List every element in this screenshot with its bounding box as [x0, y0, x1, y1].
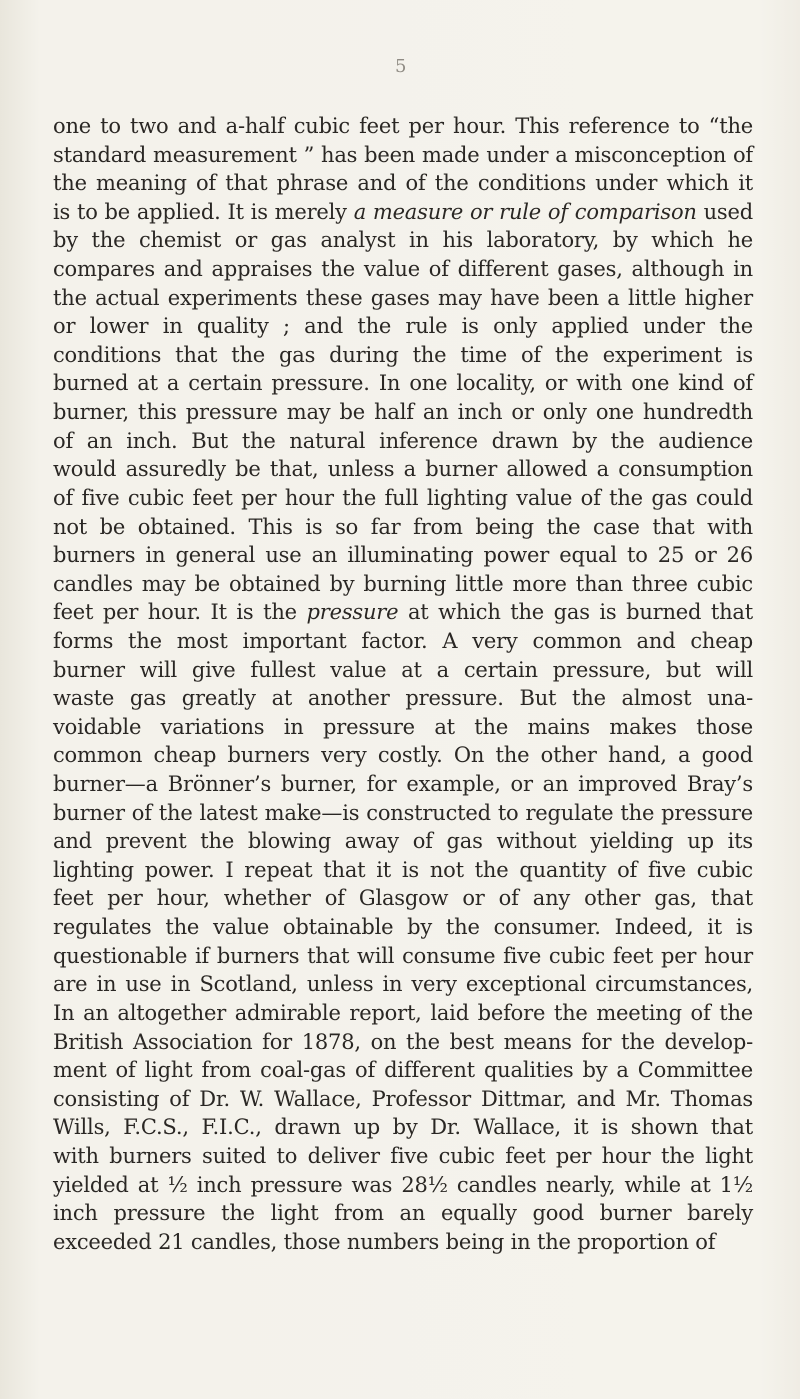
text-segment: In an altogether admirable report, laid before the meeting of the	[53, 1000, 753, 1025]
page-mark: 5	[395, 56, 407, 77]
text-segment: inch pressure the light from an equally good burner barely	[53, 1201, 753, 1226]
text-line	[53, 141, 753, 170]
text-line	[53, 741, 753, 770]
text-segment: compares and appraises the value of different gases, although in	[53, 257, 753, 282]
text-line	[53, 255, 753, 284]
text-segment: feet per hour, whether of Glasgow or of any other gas, that	[53, 886, 753, 911]
text-segment: by the chemist or gas analyst in his laboratory, by which he	[53, 228, 753, 253]
text-line	[53, 312, 753, 341]
text-segment: at which the gas is burned that	[398, 600, 753, 625]
text-line	[53, 1199, 753, 1228]
text-line	[53, 198, 753, 227]
text-line	[53, 513, 753, 542]
text-segment: the meaning of that phrase and of the conditions under which it	[53, 171, 753, 196]
text-line	[53, 627, 753, 656]
text-segment: one to two and a-half cubic feet per hour. This reference to “the	[53, 114, 753, 138]
text-line	[53, 1171, 753, 1200]
text-line	[53, 1085, 753, 1114]
text-segment: not be obtained. This is so far from being the case that with	[53, 514, 753, 539]
text-line	[53, 770, 753, 799]
text-segment: burner, this pressure may be half an inch or only one hundredth	[53, 400, 753, 425]
text-line	[53, 226, 753, 255]
text-segment: candles may be obtained by burning little more than three cubic	[53, 571, 753, 596]
text-segment: is to be applied. It is merely	[53, 199, 354, 224]
text-segment: Wills, F.C.S., F.I.C., drawn up by Dr. Wallace, it is shown that	[53, 1115, 753, 1140]
text-line	[53, 455, 753, 484]
text-segment: British Association for 1878, on the best means for the develop-	[53, 1029, 753, 1054]
text-line	[53, 484, 753, 513]
text-line	[53, 1228, 753, 1257]
text-line	[53, 570, 753, 599]
italic-text: pressure	[306, 600, 399, 625]
text-segment: consisting of Dr. W. Wallace, Professor Dittmar, and Mr. Thomas	[53, 1086, 753, 1111]
text-line	[53, 112, 753, 141]
text-line	[53, 999, 753, 1028]
text-line	[53, 884, 753, 913]
text-segment: and prevent the blowing away of gas without yielding up its	[53, 829, 753, 854]
italic-text: a measure or rule of comparison	[353, 199, 697, 224]
text-line	[53, 341, 753, 370]
text-segment: are in use in Scotland, unless in very exceptional circumstances,	[53, 972, 753, 997]
text-line	[53, 799, 753, 828]
text-segment: feet per hour. It is the	[53, 600, 307, 625]
text-segment: of five cubic feet per hour the full lighting value of the gas could	[53, 485, 753, 510]
text-line	[53, 942, 753, 971]
text-line	[53, 1113, 753, 1142]
text-line	[53, 369, 753, 398]
text-line	[53, 1142, 753, 1171]
text-segment: used	[696, 199, 753, 224]
text-segment: burner of the latest make—is constructed to regulate the pressure	[53, 800, 753, 825]
text-line	[53, 827, 753, 856]
text-segment: lighting power. I repeat that it is not the quantity of five cubic	[53, 857, 753, 882]
text-segment: yielded at ½ inch pressure was 28½ candles nearly, while at 1½	[53, 1172, 753, 1197]
text-line	[53, 427, 753, 456]
text-segment: conditions that the gas during the time of the experiment is	[53, 342, 753, 367]
text-segment: would assuredly be that, unless a burner allowed a consumption	[53, 457, 753, 482]
text-line	[53, 970, 753, 999]
text-segment: or lower in quality ; and the rule is only applied under the	[53, 314, 753, 339]
text-line	[53, 656, 753, 685]
text-segment: ment of light from coal-gas of different qualities by a Committee	[53, 1058, 753, 1083]
text-line	[53, 713, 753, 742]
text-segment: burners in general use an illuminating power equal to 25 or 26	[53, 543, 753, 568]
text-segment: of an inch. But the natural inference drawn by the audience	[53, 428, 753, 453]
text-line	[53, 598, 753, 627]
text-segment: burner—a Brönner’s burner, for example, or an improved Bray’s	[53, 772, 753, 797]
text-line	[53, 1028, 753, 1057]
text-line	[53, 913, 753, 942]
text-line	[53, 1056, 753, 1085]
text-line	[53, 398, 753, 427]
text-segment: questionable if burners that will consume five cubic feet per hour	[53, 943, 753, 968]
text-line	[53, 684, 753, 713]
text-segment: waste gas greatly at another pressure. But the almost una-	[53, 686, 753, 711]
text-segment: the actual experiments these gases may have been a little higher	[53, 285, 753, 310]
body-text	[53, 112, 753, 1256]
text-segment: burned at a certain pressure. In one locality, or with one kind of	[53, 371, 753, 396]
text-line	[53, 169, 753, 198]
text-segment: exceeded 21 candles, those numbers being in the proportion of	[53, 1229, 716, 1254]
text-line	[53, 856, 753, 885]
text-segment: with burners suited to deliver five cubic feet per hour the light	[53, 1143, 753, 1168]
text-segment: forms the most important factor. A very common and cheap	[53, 628, 753, 653]
text-line	[53, 541, 753, 570]
text-line	[53, 284, 753, 313]
text-segment: regulates the value obtainable by the consumer. Indeed, it is	[53, 915, 753, 940]
text-segment: voidable variations in pressure at the mains makes those	[53, 714, 753, 739]
text-segment: standard measurement ” has been made under a misconception of	[53, 142, 753, 167]
text-segment: common cheap burners very costly. On the other hand, a good	[53, 743, 753, 768]
text-segment: burner will give fullest value at a certain pressure, but will	[53, 657, 753, 682]
